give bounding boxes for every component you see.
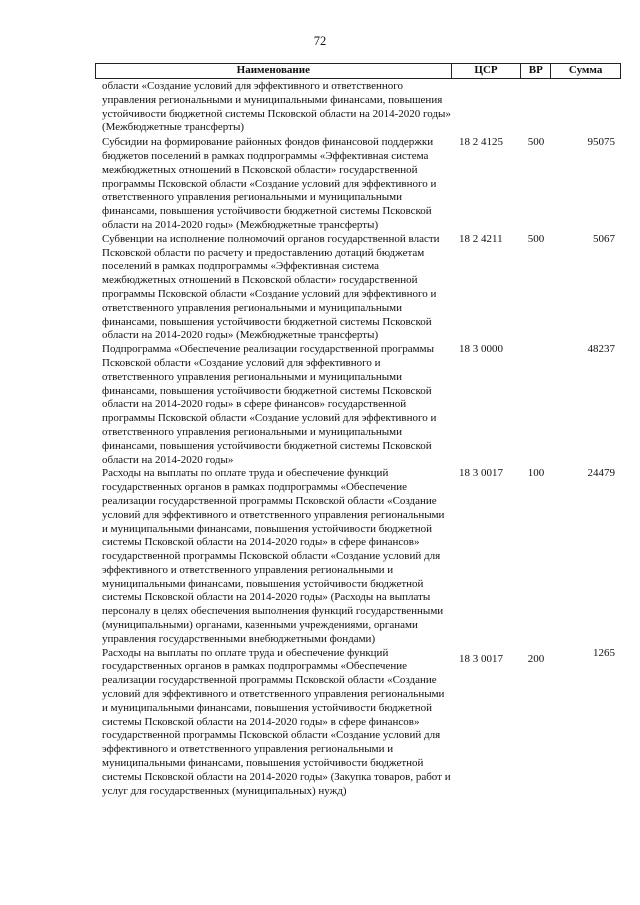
row-vr: 200 (527, 652, 545, 665)
row-name: Подпрограмма «Обеспечение реализации государственной программы Псковской области «Создание условий для эффективного и ответственного управления региональными и муниципальными финансами, повышения устойчивости бюджетной системы Псковской области на 2014-2020 годы» в сфере финансов» государственной программы Псковской области «Создание условий для эффективного и ответственного управления региональными и муниципальными финансами, повышения устойчивости бюджетной системы Псковской области на 2014-2020 годы» (102, 343, 437, 466)
row-sum: 24479 (587, 467, 615, 480)
row-vr: 500 (527, 232, 545, 245)
table-row (95, 79, 621, 135)
row-vr: 500 (527, 136, 545, 149)
row-name: области «Создание условий для эффективного и ответственного управления региональными и муниципальными финансами, повышения устойчивости бюджетной системы Псковской области на 2014-2020 годы» (Межбюджетные трансферты) (102, 80, 451, 134)
page-number: 72 (313, 34, 327, 48)
budget-table (95, 63, 621, 798)
row-vr (521, 343, 551, 467)
row-csr: 18 3 0000 (459, 343, 503, 356)
row-csr: 18 2 4125 (459, 136, 503, 149)
header-csr: ЦСР (451, 64, 521, 78)
row-name: Субсидии на формирование районных фондов финансовой поддержки бюджетов поселений в рамках подпрограммы «Эффективная система межбюджетных отношений в Псковской области» государственной программы Псковской области «Создание условий для эффективного и ответственного управления региональными и муниципальными финансами, повышения устойчивости бюджетной системы Псковской области на 2014-2020 годы» (Межбюджетные трансферты) (102, 136, 437, 231)
row-name: Расходы на выплаты по оплате труда и обеспечение функций государственных органов в рамках подпрограммы «Обеспечение реализации государственной программы Псковской области «Создание условий для эффективного и ответственного управления региональными и муниципальными финансами, повышения устойчивости бюджетной системы Псковской области на 2014-2020 годы» в сфере финансов» государственной программы Псковской области «Создание условий для эффективного и ответственного управления региональными и муниципальными финансами, повышения устойчивости бюджетной системы Псковской области на 2014-2020 годы» (Расходы на выплаты персоналу в целях обеспечения выполнения функций государственными (муниципальными) органами, казенными учреждениями, органами управления государственными внебюджетными фондами) (102, 467, 445, 645)
row-sum: 95075 (587, 136, 615, 149)
row-sum (551, 79, 621, 135)
row-sum: 5067 (593, 232, 615, 245)
table-row (95, 136, 621, 233)
row-csr: 18 2 4211 (459, 232, 503, 245)
table-row (95, 233, 621, 343)
row-csr: 18 3 0017 (459, 652, 503, 665)
header-name: Наименование (236, 64, 310, 76)
table-row (95, 647, 621, 799)
row-name: Субвенции на исполнение полномочий органов государственной власти Псковской области по расчету и предоставлению дотаций бюджетам поселений в рамках подпрограммы «Эффективная система межбюджетных отношений в Псковской области» государственной программы Псковской области «Создание условий для эффективного и ответственного управления региональными и муниципальными финансами, повышения устойчивости бюджетной системы Псковской области на 2014-2020 годы» (Межбюджетные трансферты) (102, 232, 440, 342)
header-sum: Сумма (550, 64, 620, 78)
row-sum: 1265 (593, 646, 615, 659)
row-name: Расходы на выплаты по оплате труда и обеспечение функций государственных органов в рамках подпрограммы «Обеспечение реализации государственной программы Псковской области «Создание условий для эффективного и ответственного управления региональными и муниципальными финансами, повышения устойчивости бюджетной системы Псковской области на 2014-2020 годы» в сфере финансов» государственной программы Псковской области «Создание условий для эффективного и ответственного управления региональными и муниципальными финансами, повышения устойчивости бюджетной системы Псковской области на 2014-2020 годы» (Закупка товаров, работ и услуг для государственных (муниципальных) нужд) (102, 646, 451, 797)
table-row (95, 343, 621, 467)
table-row (95, 467, 621, 646)
row-sum: 48237 (587, 343, 615, 356)
table-header-row (95, 63, 621, 79)
row-vr: 100 (527, 467, 545, 480)
row-csr: 18 3 0017 (459, 467, 503, 480)
header-vr: ВР (520, 64, 550, 78)
row-vr (521, 79, 551, 135)
row-csr (451, 79, 521, 135)
